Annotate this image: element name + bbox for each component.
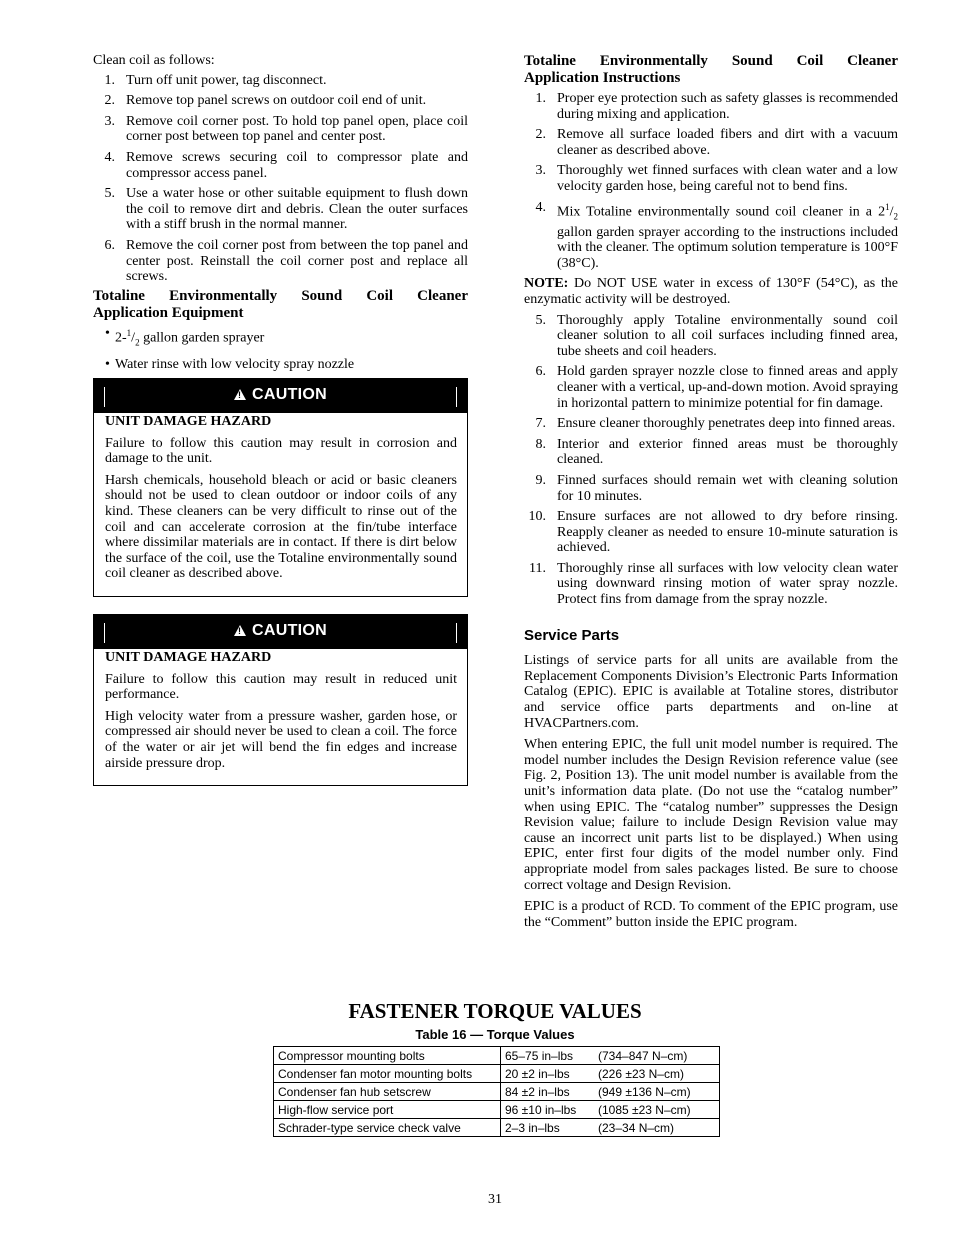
list-item: 6. Remove the coil corner post from between the top panel and center post. Reinstall the coil corner post and replace all screws. <box>104 237 468 285</box>
caution-label: CAUTION <box>252 386 327 403</box>
caution-label: CAUTION <box>252 622 327 639</box>
caution-text: Failure to follow this caution may result in reduced unit performance. <box>105 671 457 703</box>
list-item: 2. Remove all surface loaded fibers and dirt with a vacuum cleaner as described above. <box>535 127 898 158</box>
note-label: NOTE: <box>524 276 569 292</box>
caution-text: Failure to follow this caution may result in corrosion and damage to the unit. <box>105 435 457 467</box>
right-column <box>524 53 898 930</box>
hazard-title: UNIT DAMAGE HAZARD <box>105 414 272 429</box>
table-caption: Table 16 — Torque Values <box>415 1027 575 1042</box>
list-item: 11. Thoroughly rinse all surfaces with low velocity clean water using downward rinsing motion of water spray nozzle. Protect fins from damage from the spray nozzle. <box>529 560 898 608</box>
table-cell: High-flow service port <box>274 1101 501 1119</box>
table-row <box>274 1119 720 1137</box>
list-item: 3. Thoroughly wet finned surfaces with clean water and a low velocity garden hose, being careful not to bend fins. <box>535 163 898 194</box>
caution-box-pressure <box>93 614 468 786</box>
table-cell: Schrader-type service check valve <box>274 1119 501 1137</box>
table-cell: (949 ±136 N–cm) <box>598 1084 691 1099</box>
page-number: 31 <box>488 1192 502 1207</box>
list-item: 8. Interior and exterior finned areas must be thoroughly cleaned. <box>535 436 898 468</box>
equipment-heading: Totaline Environmentally Sound Coil Cleaner Application Equipment <box>93 287 468 321</box>
table-row <box>274 1101 720 1119</box>
list-item: 3. Remove coil corner post. To hold top panel open, place coil corner post between top panel and center post. <box>104 113 468 145</box>
table-cell: 84 ±2 in–lbs <box>505 1084 570 1099</box>
table-row <box>274 1065 720 1083</box>
clean-coil-intro: Clean coil as follows: <box>93 53 215 68</box>
service-parts-paragraph: Listings of service parts for all units are available from the Replacement Components Division’s Electronic Parts Information Catalog (EPIC). EPIC is available at Totaline stores, distributor and service office parts departments and on-line at HVACPartners.com. <box>524 653 898 731</box>
list-item: 1. Proper eye protection such as safety glasses is recommended during mixing and application. <box>535 91 898 122</box>
service-parts-paragraph: When entering EPIC, the full unit model number is required. The model number includes the Design Revision reference value (see Fig. 2, Position 13). The unit model number is available from the unit’s information data plate. (Do not use the “catalog number” when using EPIC. The “catalog number” suppresses the Design Revision value; failure to include Design Revision value may cause an incorrect unit parts list to be displayed.) When using EPIC, enter first four digits of the model number only. Find appropriate model from sales packages listed. Be sure to choose correct voltage and Design Revision. <box>524 737 898 893</box>
left-column <box>93 53 468 378</box>
note-paragraph: NOTE: Do NOT USE water in excess of 130°F (54°C), as the enzymatic activity will be destroyed. <box>524 276 898 307</box>
hazard-title: UNIT DAMAGE HAZARD <box>105 650 272 665</box>
list-item: 2. Remove top panel screws on outdoor coil end of unit. <box>104 93 427 109</box>
list-item: 9. Finned surfaces should remain wet with cleaning solution for 10 minutes. <box>535 472 898 504</box>
table-cell: Compressor mounting bolts <box>274 1047 501 1065</box>
table-cell: Condenser fan motor mounting bolts <box>274 1065 501 1083</box>
service-parts-heading: Service Parts <box>524 626 620 644</box>
table-row <box>274 1047 720 1065</box>
caution-banner <box>94 379 467 413</box>
caution-text: High velocity water from a pressure washer, garden hose, or compressed air should never be used to clean a coil. The force of the water or air jet will bend the fin edges and increase airside pressure drop. <box>105 708 457 771</box>
list-item: 6. Hold garden sprayer nozzle close to finned areas and apply cleaner with a vertical, up-and-down motion. Avoid spraying in horizontal pattern to minimize potential for fin damage. <box>535 364 898 411</box>
list-item: 10. Ensure surfaces are not allowed to dry before rinsing. Reapply cleaner as needed to ensure 10-minute saturation is achieved. <box>528 509 898 556</box>
instruction-steps <box>524 91 898 271</box>
list-item: • $2-^1/_2$ gallon garden sprayer <box>105 325 265 348</box>
caution-banner <box>94 615 467 649</box>
list-item: 5. Use a water hose or other suitable equipment to flush down the coil to remove dirt and debris. Clean the outer surfaces with a stiff brush in the normal manner. <box>104 186 468 233</box>
warning-triangle-icon <box>234 389 246 400</box>
list-item: 5. Thoroughly apply Totaline environmentally sound coil cleaner solution to all coil surfaces including finned area, tube sheets and coil headers. <box>535 312 898 359</box>
fastener-section-title: FASTENER TORQUE VALUES <box>348 999 642 1023</box>
torque-table <box>273 1046 720 1137</box>
service-parts-paragraph: EPIC is a product of RCD. To comment of the EPIC program, use the “Comment” button inside the EPIC program. <box>524 899 898 930</box>
table-cell: 96 ±10 in–lbs <box>505 1102 577 1117</box>
list-item: 4. Mix Totaline environmentally sound coil cleaner in a $2^1/_2$ gallon garden sprayer according to the instructions included with the cleaner. The optimum solution temperature is 100°F (38°C). <box>535 199 898 271</box>
clean-coil-steps <box>93 73 468 285</box>
caution-text: Harsh chemicals, household bleach or acid or basic cleaners should not be used to clean outdoor or indoor coils of any kind. These cleaners can be very difficult to rinse out of the coil and can accelerate corrosion at the fin/tube interface where dissimilar materials are in contact. If there is dirt below the surface of the coil, use the Totaline environmentally sound coil cleaner as described above. <box>105 472 457 582</box>
table-cell: 20 ±2 in–lbs <box>505 1066 570 1081</box>
table-cell: (734–847 N–cm) <box>598 1048 688 1063</box>
table-cell: (226 ±23 N–cm) <box>598 1066 684 1081</box>
table-cell: Condenser fan hub setscrew <box>274 1083 501 1101</box>
instruction-steps-continued <box>524 313 898 608</box>
table-cell: (23–34 N–cm) <box>598 1120 675 1135</box>
list-item: 4. Remove screws securing coil to compressor plate and compressor access panel. <box>104 149 468 181</box>
table-row <box>274 1083 720 1101</box>
equipment-list <box>93 326 468 373</box>
table-cell: 2–3 in–lbs <box>505 1120 560 1135</box>
list-item: 1. Turn off unit power, tag disconnect. <box>104 72 327 88</box>
table-cell: 65–75 in–lbs <box>505 1048 574 1063</box>
warning-triangle-icon <box>234 625 246 636</box>
list-item: • Water rinse with low velocity spray nozzle <box>105 356 355 372</box>
table-cell: (1085 ±23 N–cm) <box>598 1102 691 1117</box>
caution-box-corrosion <box>93 378 468 597</box>
list-item: 7. Ensure cleaner thoroughly penetrates deep into finned areas. <box>535 416 896 432</box>
instructions-heading: Totaline Environmentally Sound Coil Cleaner Application Instructions <box>524 53 898 86</box>
